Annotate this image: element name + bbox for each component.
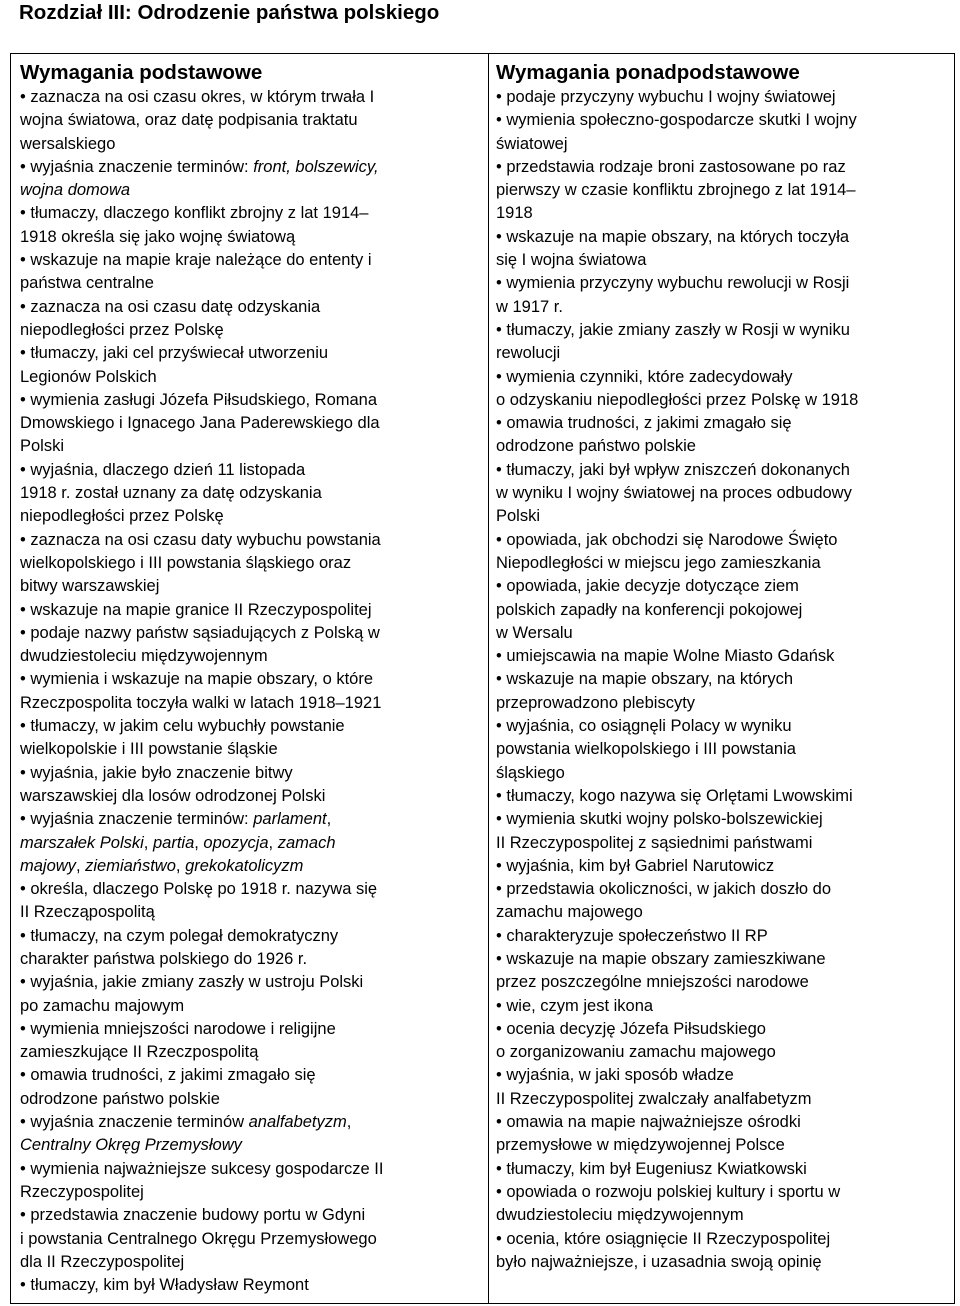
text-segment: • omawia trudności, z jakimi zmagało się [496,414,792,433]
text-segment: dwudziestoleciu międzywojennym [20,647,268,666]
basic-requirements-column [11,54,489,1303]
text-line [20,435,482,458]
italic-term: grekokatolicyzm [185,856,304,875]
text-line [496,971,954,994]
text-line [20,948,482,971]
text-line [496,855,954,878]
text-segment: • wskazuje na mapie granice II Rzeczypospolitej [20,600,372,619]
text-segment: przemysłowe w międzywojennej Polsce [496,1136,785,1155]
text-segment: • wymienia skutki wojny polsko-bolszewickiej [496,810,823,829]
text-segment: przeprowadzono plebiscyty [496,693,696,712]
text-line [496,109,954,132]
text-line [496,389,954,412]
text-segment: • wyjaśnia znaczenie terminów: [20,157,254,176]
text-segment: , [75,856,86,875]
text-segment: , [268,833,278,852]
text-segment: dla II Rzeczypospolitej [20,1252,185,1271]
text-line [20,971,482,994]
text-line [20,738,482,761]
text-segment: • tłumaczy, jaki cel przyświecał utworzeniu [20,344,329,363]
text-line [20,1111,482,1134]
text-line [496,1064,954,1087]
text-line [496,808,954,831]
italic-term: ziemiaństwo [85,856,176,875]
text-segment: 1918 [496,204,533,223]
text-line [20,249,482,272]
text-line [496,622,954,645]
text-line [20,645,482,668]
text-segment: • wyjaśnia, co osiągnęli Polacy w wyniku [496,717,792,736]
text-segment: pierwszy w czasie konfliktu zbrojnego z lat 1914– [496,181,856,200]
text-segment: • wyjaśnia, kim był Gabriel Narutowicz [496,856,775,875]
text-line [496,156,954,179]
text-segment: w Wersalu [496,623,573,642]
text-segment: rewolucji [496,344,561,363]
text-line [20,995,482,1018]
text-line [496,599,954,622]
text-line [20,505,482,528]
text-segment: • umiejscawia na mapie Wolne Miasto Gdańsk [496,647,835,666]
text-line [20,1041,482,1064]
text-segment: • wymienia przyczyny wybuchu rewolucji w Rosji [496,274,850,293]
text-segment: • przedstawia znaczenie budowy portu w Gdyni [20,1206,366,1225]
text-segment: II Rzeczypospolitej zwalczały analfabetyzm [496,1089,812,1108]
text-segment: Rzeczypospolitej [20,1182,144,1201]
text-segment: • zaznacza na osi czasu okres, w którym trwała I [20,88,375,106]
text-line [20,599,482,622]
text-segment: • wyjaśnia, jakie zmiany zaszły w ustroju Polski [20,973,364,992]
text-line [20,901,482,924]
text-segment: zamieszkujące II Rzeczpospolitą [20,1043,259,1062]
text-segment: • opowiada, jakie decyzje dotyczące ziem [496,577,799,596]
text-line [20,202,482,225]
italic-term: marszałek Polski [20,833,144,852]
text-line [496,1088,954,1111]
text-segment: • tłumaczy, kogo nazywa się Orlętami Lwowskimi [496,786,853,805]
italic-term: opozycja [203,833,269,852]
text-segment: , [326,810,332,829]
text-line [496,1251,954,1274]
italic-term: Centralny Okręg Przemysłowy [20,1136,242,1155]
text-line [496,272,954,295]
italic-term: wojna domowa [20,181,131,200]
text-line [496,901,954,924]
text-line [496,575,954,598]
text-segment: • tłumaczy, kim był Eugeniusz Kwiatkowski [496,1159,807,1178]
text-segment: śląskiego [496,763,565,782]
text-line [496,1181,954,1204]
text-line [496,948,954,971]
text-line [20,785,482,808]
text-line [20,925,482,948]
text-line [496,366,954,389]
text-segment: , [194,833,204,852]
text-segment: • przedstawia okoliczności, w jakich doszło do [496,880,832,899]
text-line [496,1228,954,1251]
advanced-requirements-column [489,54,954,1303]
text-segment: zamachu majowego [496,903,643,922]
text-segment: • przedstawia rodzaje broni zastosowane po raz [496,157,846,176]
text-segment: przez poszczególne mniejszości narodowe [496,973,809,992]
text-segment: • tłumaczy, kim był Władysław Reymont [20,1276,309,1295]
text-line [496,226,954,249]
text-segment: • wskazuje na mapie obszary zamieszkiwane [496,949,826,968]
text-segment: po zamachu majowym [20,996,185,1015]
text-segment: wielkopolskiego i III powstania śląskiego oraz [20,553,352,572]
text-line [20,1204,482,1227]
italic-term: analfabetyzm [248,1113,347,1132]
text-line [496,202,954,225]
text-line [496,1041,954,1064]
text-line [20,1228,482,1251]
text-line [496,552,954,575]
text-segment: • określa, dlaczego Polskę po 1918 r. nazywa się [20,880,378,899]
requirements-table [10,53,955,1304]
text-segment: odrodzone państwo polskie [20,1089,220,1108]
text-line [20,1088,482,1111]
text-line [20,762,482,785]
text-line [20,459,482,482]
text-line [496,738,954,761]
text-line [496,342,954,365]
text-line [496,482,954,505]
text-segment: się I wojna światowa [496,251,647,270]
text-line [496,133,954,156]
text-line [20,319,482,342]
text-segment: charakter państwa polskiego do 1926 r. [20,949,308,968]
text-segment: wersalskiego [20,134,116,153]
text-line [20,296,482,319]
text-line [496,412,954,435]
text-line [20,855,482,878]
chapter-title: Rozdział III: Odrodzenie państwa polskiego [19,1,440,24]
text-line [496,1134,954,1157]
text-segment: bitwy warszawskiej [20,577,160,596]
text-line [20,1274,482,1297]
text-line [496,319,954,342]
text-line [20,109,482,132]
text-line [496,179,954,202]
text-segment: dwudziestoleciu międzywojennym [496,1206,744,1225]
advanced-requirements-list [496,86,954,1274]
text-segment: • wymienia i wskazuje na mapie obszary, o które [20,670,374,689]
text-line [20,389,482,412]
text-line [20,133,482,156]
text-line [20,552,482,575]
text-line [20,575,482,598]
text-line [20,1158,482,1181]
italic-term: partia [152,833,195,852]
text-segment: • wskazuje na mapie obszary, na których toczyła [496,227,850,246]
text-line [496,645,954,668]
text-line [20,1064,482,1087]
text-segment: • opowiada o rozwoju polskiej kultury i sportu w [496,1182,841,1201]
text-segment: wielkopolskie i III powstanie śląskie [20,740,278,759]
text-segment: • omawia trudności, z jakimi zmagało się [20,1066,316,1085]
advanced-requirements-heading: Wymagania ponadpodstawowe [496,61,800,84]
text-line [20,715,482,738]
text-line [20,832,482,855]
text-line [20,342,482,365]
text-line [496,692,954,715]
text-line [496,435,954,458]
text-segment: • tłumaczy, jakie zmiany zaszły w Rosji w wyniku [496,320,850,339]
text-segment: polskich zapadły na konferencji pokojowej [496,600,803,619]
italic-term: majowy [20,856,76,875]
text-segment: Dmowskiego i Ignacego Jana Paderewskiego dla [20,414,380,433]
text-segment: powstania wielkopolskiego i III powstania [496,740,796,759]
text-segment: • wymienia czynniki, które zadecydowały [496,367,793,386]
text-line [20,1251,482,1274]
text-line [20,86,482,109]
text-line [496,459,954,482]
text-segment: 1918 r. został uznany za datę odzyskania [20,484,322,503]
text-segment: • wskazuje na mapie obszary, na których [496,670,794,689]
text-segment: II Rzeczypospolitej z sąsiednimi państwami [496,833,813,852]
text-segment: • wskazuje na mapie kraje należące do ententy i [20,251,372,270]
text-segment: niepodległości przez Polskę [20,507,224,526]
text-segment: • tłumaczy, na czym polegał demokratyczny [20,926,339,945]
text-line [496,762,954,785]
text-segment: • zaznacza na osi czasu daty wybuchu powstania [20,530,381,549]
text-line [496,995,954,1018]
text-segment: • wie, czym jest ikona [496,996,654,1015]
text-segment: , [346,1113,352,1132]
text-line [20,366,482,389]
text-segment: • tłumaczy, jaki był wpływ zniszczeń dokonanych [496,460,850,479]
text-line [20,622,482,645]
text-segment: • wyjaśnia, dlaczego dzień 11 listopada [20,460,306,479]
text-segment: • tłumaczy, dlaczego konflikt zbrojny z lat 1914– [20,204,369,223]
text-line [20,226,482,249]
text-segment: • omawia na mapie najważniejsze ośrodki [496,1113,801,1132]
text-segment: w wyniku I wojny światowej na proces odbudowy [496,484,852,503]
text-segment: • wyjaśnia, jakie było znaczenie bitwy [20,763,293,782]
text-line [20,1181,482,1204]
text-segment: • wyjaśnia, w jaki sposób władze [496,1066,734,1085]
text-line [496,1111,954,1134]
text-segment: II Rzecząpospolitą [20,903,155,922]
text-segment: • opowiada, jak obchodzi się Narodowe Święto [496,530,838,549]
text-segment: Niepodległości w miejscu jego zamieszkania [496,553,821,572]
text-segment: • podaje nazwy państw sąsiadujących z Polską w [20,623,380,642]
text-line [496,668,954,691]
text-line [20,412,482,435]
text-segment: było najważniejsze, i uzasadnia swoją opinię [496,1252,822,1271]
text-line [496,785,954,808]
text-segment: światowej [496,134,568,153]
text-segment: , [175,856,186,875]
text-line [20,156,482,179]
text-segment: w 1917 r. [496,297,563,316]
text-line [496,715,954,738]
text-segment: • wyjaśnia znaczenie terminów: [20,810,254,829]
text-line [496,86,954,109]
text-segment: • ocenia decyzję Józefa Piłsudskiego [496,1019,766,1038]
text-line [20,1134,482,1157]
text-line [20,1018,482,1041]
text-line [496,1018,954,1041]
text-segment: , [143,833,153,852]
text-segment: • podaje przyczyny wybuchu I wojny światowej [496,88,836,106]
text-line [20,179,482,202]
italic-term: front, bolszewicy, [253,157,379,176]
text-segment: Polski [20,437,65,456]
text-segment: wojna światowa, oraz datę podpisania traktatu [20,111,358,130]
text-segment: i powstania Centralnego Okręgu Przemysłowego [20,1229,377,1248]
text-segment: państwa centralne [20,274,154,293]
text-line [496,1204,954,1227]
text-segment: • wymienia najważniejsze sukcesy gospodarcze II [20,1159,384,1178]
text-segment: odrodzone państwo polskie [496,437,696,456]
text-line [20,808,482,831]
text-segment: Legionów Polskich [20,367,157,386]
text-segment: warszawskiej dla losów odrodzonej Polski [20,786,326,805]
text-line [20,529,482,552]
italic-term: zamach [277,833,336,852]
text-line [20,272,482,295]
text-segment: • zaznacza na osi czasu datę odzyskania [20,297,321,316]
text-line [496,925,954,948]
text-line [496,249,954,272]
text-line [496,296,954,319]
text-segment: • wymienia mniejszości narodowe i religijne [20,1019,336,1038]
text-segment: • tłumaczy, w jakim celu wybuchły powstanie [20,717,345,736]
italic-term: parlament [253,810,327,829]
text-segment: o odzyskaniu niepodległości przez Polskę w 1918 [496,390,859,409]
text-segment: 1918 określa się jako wojnę światową [20,227,296,246]
text-segment: • ocenia, które osiągnięcie II Rzeczypospolitej [496,1229,831,1248]
text-segment: Polski [496,507,541,526]
basic-requirements-heading: Wymagania podstawowe [20,61,263,84]
text-line [20,668,482,691]
text-segment: Rzeczpospolita toczyła walki w latach 1918–1921 [20,693,382,712]
text-line [20,482,482,505]
text-segment: niepodległości przez Polskę [20,320,224,339]
text-line [496,878,954,901]
text-line [496,832,954,855]
basic-requirements-list [20,86,482,1297]
text-segment: • wymienia zasługi Józefa Piłsudskiego, Romana [20,390,378,409]
text-line [496,505,954,528]
text-line [496,529,954,552]
text-line [20,692,482,715]
text-line [496,1158,954,1181]
text-segment: • wymienia społeczno-gospodarcze skutki I wojny [496,111,857,130]
text-segment: • charakteryzuje społeczeństwo II RP [496,926,768,945]
text-line [20,878,482,901]
text-segment: o zorganizowaniu zamachu majowego [496,1043,776,1062]
text-segment: • wyjaśnia znaczenie terminów [20,1113,249,1132]
